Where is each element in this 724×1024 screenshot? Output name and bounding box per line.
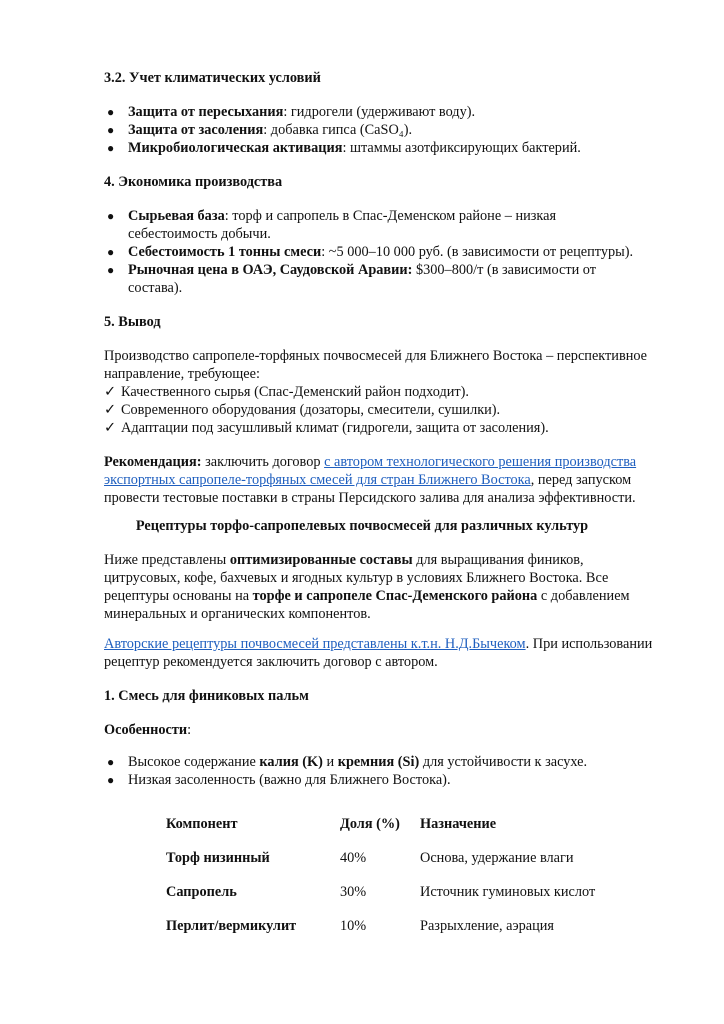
recipes-intro-line: цитрусовых, кофе, бахчевых и ягодных культур в условиях Ближнего Востока. Все	[104, 570, 609, 586]
check-icon: ✓	[104, 384, 116, 400]
check-text: Адаптации под засушливый климат (гидрогели, защита от засоления).	[121, 420, 549, 436]
bullet-icon: ●	[107, 105, 115, 119]
table-header: Компонент	[166, 816, 238, 832]
check-text: Качественного сырья (Спас-Деменский район подходит).	[121, 384, 469, 400]
check-text: Современного оборудования (дозаторы, смесители, сушилки).	[121, 402, 501, 418]
list-item-continuation: себестоимость добычи.	[128, 226, 271, 242]
section-4-heading: 4. Экономика производства	[104, 174, 283, 190]
table-cell: Перлит/вермикулит	[166, 918, 297, 934]
list-item	[107, 207, 557, 225]
table-cell: 40%	[340, 850, 367, 866]
text: Низкая засоленность (важно для Ближнего Востока).	[128, 772, 451, 788]
bold-text: кремния (Si)	[337, 754, 420, 770]
recipes-intro-line	[104, 551, 584, 569]
check-icon: ✓	[104, 420, 116, 436]
item-text: : ~5 000–10 000 руб. (в зависимости от рецептуры).	[321, 244, 634, 260]
check-item	[104, 419, 549, 437]
features-label: Особенности	[104, 722, 188, 738]
table-cell: 30%	[340, 884, 367, 900]
item-bold: Микробиологическая активация	[128, 140, 343, 156]
conclusion-text: Производство сапропеле-торфяных почвосмесей для Ближнего Востока – перспективное	[104, 348, 648, 364]
recommendation-label: Рекомендация:	[104, 454, 202, 470]
table-cell: Источник гуминовых кислот	[420, 884, 596, 900]
recipes-intro-line: минеральных и органических компонентов.	[104, 606, 371, 622]
bullet-icon: ●	[107, 123, 115, 137]
list-item	[107, 753, 588, 771]
text: :	[187, 722, 192, 738]
table-header: Доля (%)	[340, 816, 400, 832]
item-bold: Рыночная цена в ОАЭ, Саудовской Аравии:	[128, 262, 413, 278]
text: рецептуры основаны на	[104, 588, 253, 604]
table-cell: Основа, удержание влаги	[420, 850, 574, 866]
bullet-icon: ●	[107, 209, 115, 223]
text: . При использовании	[525, 636, 653, 652]
features-label-line	[104, 721, 191, 739]
author-line	[104, 635, 652, 653]
bullet-icon: ●	[107, 141, 115, 155]
bullet-icon: ●	[107, 245, 115, 259]
section-5-heading: 5. Вывод	[104, 314, 161, 330]
recommendation-text: заключить договор	[201, 454, 325, 470]
table-cell: Торф низинный	[166, 850, 270, 866]
check-item	[104, 383, 469, 401]
check-item	[104, 401, 500, 419]
bold-text: калия (K)	[259, 754, 323, 770]
recommendation-line	[104, 471, 631, 489]
bullet-icon: ●	[107, 263, 115, 277]
item-text: : штаммы азотфиксирующих бактерий.	[342, 140, 581, 156]
recipes-intro-line	[104, 587, 630, 605]
item-text: $300–800/т (в зависимости от	[412, 262, 597, 278]
table-cell: Разрыхление, аэрация	[420, 918, 554, 934]
section-3-2-heading: 3.2. Учет климатических условий	[104, 70, 321, 86]
item-text: : добавка гипса (CaSO₄).	[263, 122, 413, 138]
table-cell: 10%	[340, 918, 367, 934]
item-bold: Защита от пересыхания	[128, 104, 284, 120]
item-bold: Сырьевая база	[128, 208, 225, 224]
author-recipes-link[interactable]: Авторские рецептуры почвосмесей представлены к.т.н. Н.Д.Бычеком	[104, 636, 526, 652]
item-text: : гидрогели (удерживают воду).	[283, 104, 476, 120]
conclusion-text: направление, требующее:	[104, 366, 260, 382]
recommendation-text: , перед запуском	[530, 472, 632, 488]
item-bold: Себестоимость 1 тонны смеси	[128, 244, 322, 260]
mix-1-heading: 1. Смесь для финиковых пальм	[104, 688, 309, 704]
text: Ниже представлены	[104, 552, 230, 568]
list-item	[107, 261, 597, 279]
list-item-continuation: состава).	[128, 280, 183, 296]
text: с добавлением	[537, 588, 630, 604]
list-item	[107, 103, 476, 121]
recipes-title: Рецептуры торфо-сапропелевых почвосмесей для различных культур	[135, 518, 589, 534]
text: и	[322, 754, 338, 770]
bullet-icon: ●	[107, 755, 115, 769]
list-item	[107, 121, 413, 139]
recommendation-line: провести тестовые поставки в страны Персидского залива для анализа эффективности.	[104, 490, 636, 506]
author-technology-link[interactable]: с автором технологического решения производства	[324, 454, 637, 470]
text: для выращивания фиников,	[412, 552, 584, 568]
bold-text: торфе и сапропеле Спас-Деменского района	[252, 588, 538, 604]
item-text: : торф и сапропель в Спас-Деменском районе – низкая	[224, 208, 557, 224]
text: Высокое содержание	[128, 754, 260, 770]
recommendation-line	[104, 453, 636, 471]
author-technology-link-cont[interactable]: экспортных сапропеле-торфяных смесей для стран Ближнего Востока	[104, 472, 531, 488]
list-item	[107, 243, 634, 261]
list-item	[107, 139, 581, 157]
check-icon: ✓	[104, 402, 116, 418]
bold-text: оптимизированные составы	[229, 552, 413, 568]
table-cell: Сапропель	[166, 884, 237, 900]
author-line: рецептур рекомендуется заключить договор с автором.	[104, 654, 438, 670]
table-header: Назначение	[420, 816, 497, 832]
item-bold: Защита от засоления	[128, 122, 264, 138]
list-item	[107, 771, 451, 789]
bullet-icon: ●	[107, 773, 115, 787]
text: для устойчивости к засухе.	[419, 754, 588, 770]
